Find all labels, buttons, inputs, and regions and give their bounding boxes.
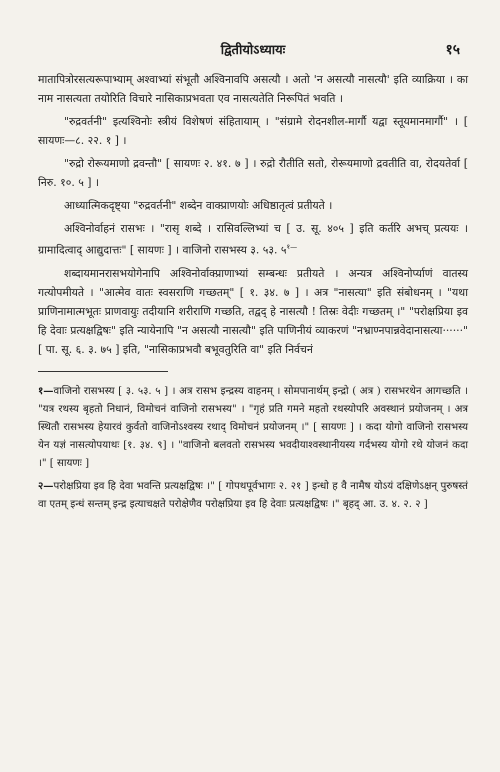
footnote-text: परोक्षप्रिया इव हि देवा भवन्ति प्रत्यक्षद्विषः ।" [ गोपथपूर्वभागः २. २१ ] इन्धो ह वै नामैष योऽयं दक्षिणेऽक्षन् पुरुषस्तं वा एतम् इन्धं सन्तम् इन्द्र इत्याचक्षते परोक्षेणैव परोक्षप्रिया इव हि देवाः प्रत्यक्षद्विषः ।" बृहद् आ. उ. ४. २. २ ] — [38, 480, 468, 510]
paragraph: शब्दायमानरासभयोगेनापि अश्विनोर्वाक्प्राणाभ्यां सम्बन्धः प्रतीयते । अन्यत्र अश्विनोर्प्याणं वातस्य गत्योपमीयते । "आत्मेव वातः स्वसराणि गच्छतम्" [ १. ३४. ७ ] । अत्र "नासत्या" इति संबोधनम् । "यथा प्राणिनामात्मभूतः प्राणवायुः तदीयानि शरीराणि गच्छति, तद्वद् हे नासत्यौ ! तिस्रः वेदीः गच्छतम् ।" "परोक्षप्रिया इव हि देवाः प्रत्यक्षद्विषः" इति न्यायेनापि "न असत्यौ नासत्यौ" इति पाणिनीयं व्याकरणं "नभ्राण्नपान्नवेदानासत्या······" [ पा. सू. ६. ३. ७५ ] इति, "नासिकाप्रभवौ बभूवतुरिति वा" इति निर्वचनं — [38, 266, 468, 356]
page-number: १५ — [445, 42, 460, 58]
paragraph — [38, 219, 468, 260]
footnote-divider — [38, 371, 168, 372]
running-header — [38, 40, 468, 64]
paragraph: "रुद्रो रोरूयमाणो द्रवन्तौ" [ सायणः २. ४१. ७ ] । रुद्रो रौतीति सतो, रोरूयमाणो द्रवतीति वा, रोदयतेर्वा [ निरु. १०. ५ ] । — [38, 157, 468, 189]
footnote-text: वाजिनो रासभस्य [ ३. ५३. ५ ] । अत्र रासभ इन्द्रस्य वाहनम् । सोमपानार्थम् इन्द्रो ( अत्र ) रासभरथेन आगच्छति । "यत्र रथस्य बृहतो निधानं, विमोचनं वाजिनो रासभस्य" । "गृहं प्रति गमने महतो रथस्योपरि अवस्थानं प्रयोजनम् । अत्र स्थितौ रासभस्य हेयारवं कुर्वतो वाजिनोऽश्वस्य रथाद् विमोचनं प्रयोजनम् ।" [ सायणः ] । कदा योगो वाजिनो रासभस्य येन यज्ञं नासत्योपयाथः [१. ३४. ९] । "वाजिनो बलवतो रासभस्य भवदीयाश्वस्थानीयस्य गर्दभस्य योगो रथे योजनं कदा ।" [ सायणः ] — [38, 385, 468, 469]
chapter-title: द्वितीयोऽध्यायः — [220, 43, 286, 58]
footnote-number: २— — [38, 479, 54, 492]
paragraph: आध्यात्मिकदृष्ट्या "रुद्रवर्तनी" शब्देन वाक्प्राणयोः अधिष्ठातृत्वं प्रतीयते । — [64, 199, 333, 212]
footnote-ref-1: १— — [286, 243, 298, 251]
paragraph-text: अश्विनोर्वाहनं रासभः । "रासृ शब्दे । रासिवल्लिभ्यां च [ उ. सू. ४०५ ] इति कर्तरि अभच् प्रत्ययः । ग्रामादित्वाद् आद्युदात्तः" [ सायणः ] । वाजिनो रासभस्य ३. ५३. ५ — [38, 222, 468, 257]
footnote-number: १— — [38, 384, 54, 397]
paragraph: "रुद्रवर्तनी" इत्यश्विनोः स्त्रीयं विशेषणं संहितायाम् । "संग्रामे रोदनशील-मार्गौ यद्वा स्तूयमानमार्गौ" । [ सायणः—८. २२. १ ] । — [38, 115, 468, 147]
main-text — [38, 70, 468, 359]
footnotes — [38, 382, 468, 514]
paragraph: मातापित्रोरसत्यरूपाभ्याम् अश्वाभ्यां संभूतौ अश्विनावपि असत्यौ । अतो 'न असत्यौ नासत्यौ' इति व्याक्रिया । का नाम नासत्यता तयोरिति विचारे नासिकाप्रभवता एव नासत्यतेति निरूपितं भवति । — [38, 73, 468, 105]
footnote-1 — [38, 382, 468, 473]
footnote-2 — [38, 477, 468, 514]
